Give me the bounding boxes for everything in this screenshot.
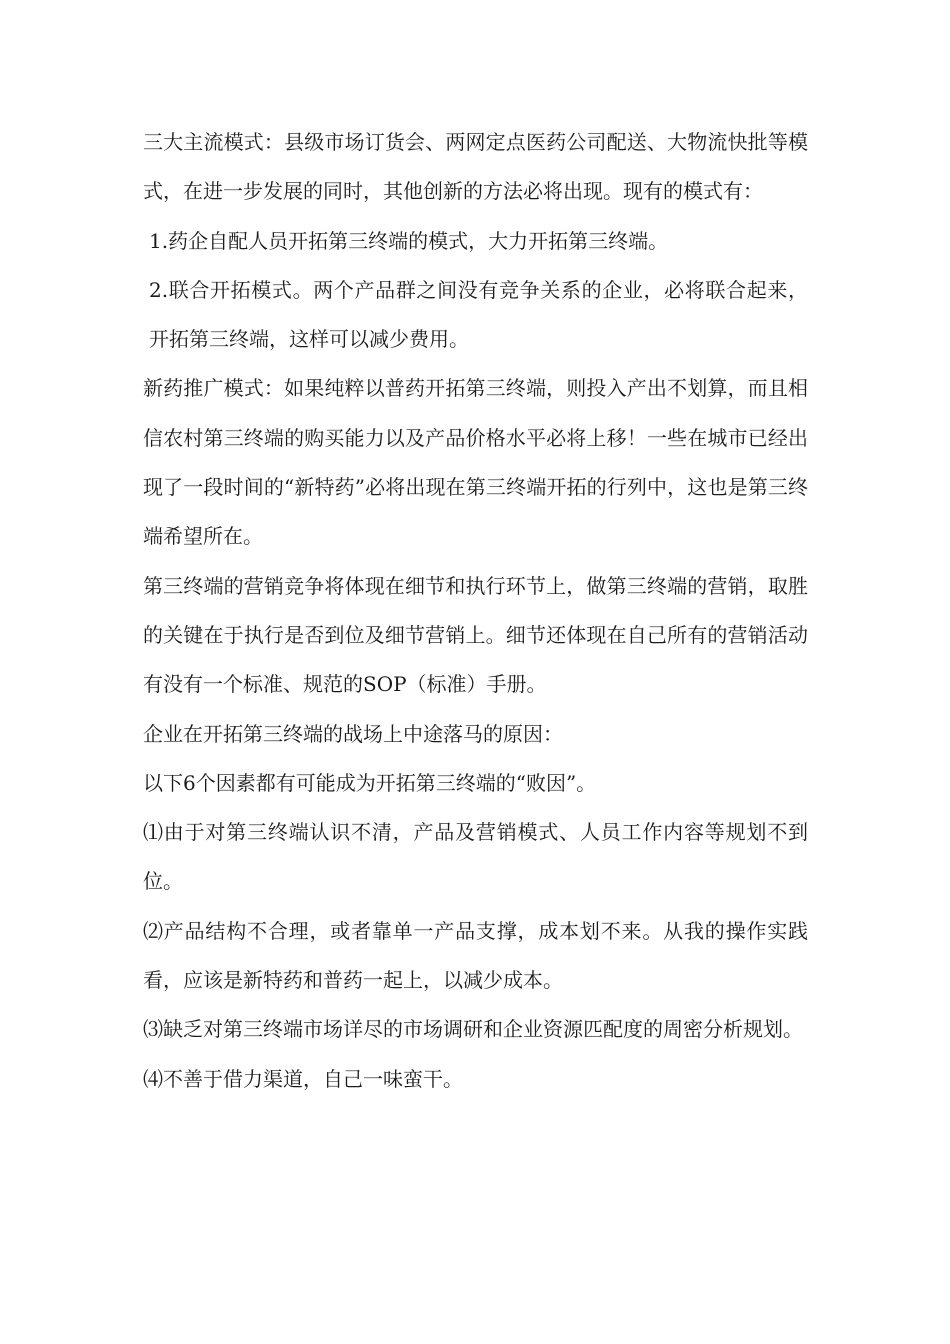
paragraph-factor-1: ⑴由于对第三终端认识不清，产品及营销模式、人员工作内容等规划不到位。 bbox=[143, 820, 808, 894]
paragraph-factor-2: ⑵产品结构不合理，或者靠单一产品支撑，成本划不来。从我的操作实践看，应该是新特药和普药一起上，以减少成本。 bbox=[143, 918, 808, 993]
paragraph-new-drug-mode: 新药推广模式：如果纯粹以普药开拓第三终端，则投入产出不划算，而且相信农村第三终端的购买能力以及产品价格水平必将上移！一些在城市已经出现了一段时间的“新特药”必将出现在第三终端开拓的行列中，这也是第三终端希望所在。 bbox=[143, 376, 808, 549]
paragraph-six-factors: 以下6个因素都有可能成为开拓第三终端的“败因”。 bbox=[143, 770, 597, 795]
paragraph-mode-2: 2.联合开拓模式。两个产品群之间没有竞争关系的企业，必将联合起来，开拓第三终端，这样可以减少费用。 bbox=[149, 277, 808, 352]
paragraph-mode-1: 1.药企自配人员开拓第三终端的模式，大力开拓第三终端。 bbox=[149, 228, 669, 253]
paragraph-failure-reasons-heading: 企业在开拓第三终端的战场上中途落马的原因： bbox=[143, 721, 563, 746]
document-body bbox=[143, 118, 808, 1104]
paragraph-marketing-details: 第三终端的营销竞争将体现在细节和执行环节上，做第三终端的营销，取胜的关键在于执行是否到位及细节营销上。细节还体现在自己所有的营销活动有没有一个标准、规范的SOP（标准）手册。 bbox=[143, 573, 808, 697]
paragraph-main-modes: 三大主流模式：县级市场订货会、两网定点医药公司配送、大物流快批等模式，在进一步发展的同时，其他创新的方法必将出现。现有的模式有： bbox=[143, 130, 808, 204]
paragraph-factor-4: ⑷不善于借力渠道，自己一味蛮干。 bbox=[143, 1066, 463, 1091]
paragraph-factor-3: ⑶缺乏对第三终端市场详尽的市场调研和企业资源匹配度的周密分析规划。 bbox=[143, 1017, 803, 1042]
